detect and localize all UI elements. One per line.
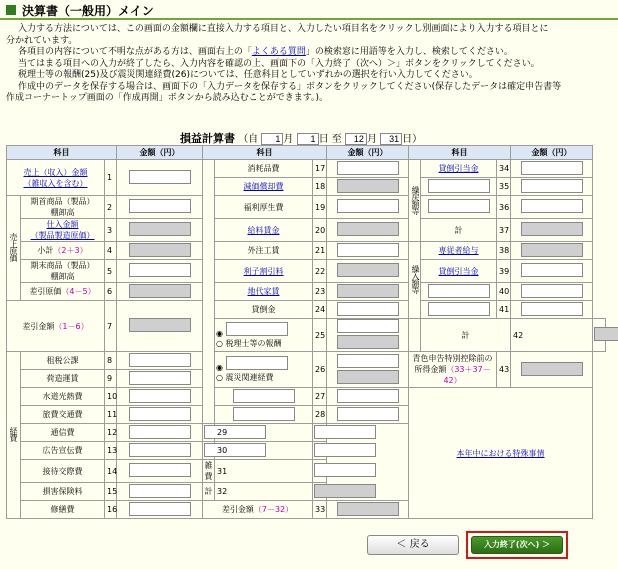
shipping-input[interactable] [129,371,191,385]
blank-label [203,424,215,442]
page-header [0,0,618,20]
amount-cell [117,160,203,196]
day-label: 日） [402,134,423,145]
amount-cell [511,283,593,301]
group-label: 売上原価 [9,233,18,261]
opening-stock-sub: 棚卸高 [50,208,75,217]
amount-cell [511,178,593,196]
gross-label: 差引金額 [22,321,55,331]
opening-stock-input[interactable] [129,199,191,213]
amount-input[interactable] [521,302,583,316]
row-number: 8 [105,352,117,370]
row-number: 4 [105,242,117,260]
custom-label-input[interactable] [428,179,490,193]
amount-cell [117,460,203,483]
blank-label [421,178,497,196]
depreciation-label[interactable]: 減価償却費 [243,182,284,191]
consumables-input[interactable] [337,161,399,175]
intro-line: 作成中のデータを保存する場合は、画面下の「入力データを保存する」ボタンをクリックしてください(保存したデータは確定申告書等 [18,81,562,92]
amount-cell [327,219,409,242]
insurance-label: 損害保険料 [21,483,105,501]
from-month-input[interactable] [261,133,283,145]
amount-cell [117,388,203,406]
opening-stock-label: 期首商品（製品） [30,197,95,206]
intro-line: 分かれています。 [6,35,78,46]
blank-label [421,283,497,301]
row-number: 9 [105,370,117,388]
amount-cell [117,442,203,460]
intro-text-part: 」の検索窓に用語等を入力し、検索してください。 [305,47,513,57]
custom-label-input[interactable] [428,284,490,298]
amount-cell [593,319,606,352]
communication-label: 通信費 [21,424,105,442]
outsource-input[interactable] [337,243,399,257]
amount-cell [511,260,593,283]
consumables-label: 消耗品費 [215,160,313,178]
allowance-label[interactable]: 貸倒引当金 [438,164,479,173]
blue-value [521,362,583,376]
rent-input [337,284,399,298]
row-number: 42 [511,319,593,352]
amount-cell [511,219,593,242]
formula: （1－6） [54,321,89,331]
amount-cell [117,283,203,301]
travel-input[interactable] [129,407,191,421]
from-day-input[interactable] [297,133,319,145]
disaster-label: 震災関連経費 [225,373,274,382]
entertainment-label: 接待交際費 [21,460,105,483]
kuri-group [409,160,421,242]
subtotal-label: 計 [421,219,497,242]
subtotal-cell [21,242,105,260]
to-day-input[interactable] [380,133,402,145]
outsource-label: 外注工賃 [215,242,313,260]
advertising-input[interactable] [129,443,191,457]
row-number: 25 [313,319,327,352]
keihi-group [203,160,215,424]
row-number: 37 [497,219,511,242]
amount-input[interactable] [337,319,399,333]
rent-cell[interactable] [215,283,313,301]
amount-cell [327,501,409,519]
depreciation-input [337,179,399,193]
row-number: 5 [105,260,117,283]
row-number: 16 [105,501,117,519]
row-number: 22 [313,260,327,283]
next-button-highlight [466,531,568,559]
amount-cell [313,483,327,501]
repair-input[interactable] [129,502,191,516]
purchase-label[interactable]: 仕入金額 [46,220,79,229]
amount-input[interactable] [521,179,583,193]
intro-line [6,47,612,59]
to-month-input[interactable] [345,133,367,145]
amount-cell [313,442,327,460]
header-square-icon [6,5,16,15]
intro-line: 税理士等の報酬(25)及び震災関連経費(26)については、任意科目としていずれかの選択を行い入力してください。 [18,70,478,80]
row-number: 3 [105,219,117,242]
row-number: 29 [215,424,313,442]
row-number: 34 [497,160,511,178]
bad-debt-label: 貸倒金 [215,301,313,319]
row-number: 17 [313,160,327,178]
salary-cell[interactable] [215,219,313,242]
kuri-group2 [409,242,421,319]
col-header-amount: 金額（円） [117,146,203,160]
income-statement-table [6,145,606,519]
interest-input [337,263,399,277]
amount-cell [313,460,327,483]
intro-text-part: 各項目の内容について不明な点がある方は、画面右上の「 [18,47,252,57]
allowance-link-cell[interactable] [421,160,497,178]
gross-cell [7,301,105,352]
interest-label[interactable]: 利子割引料 [243,266,284,276]
amount-input[interactable] [314,425,376,439]
row-number: 32 [215,483,313,501]
cost-value [129,284,191,298]
special-circumstances-link[interactable]: 本年中における特殊事情 [456,448,545,458]
amount-cell [327,260,409,283]
formula: （7－32） [253,505,294,514]
statement-title: 損益計算書 [180,132,235,145]
net-label: 差引金額 [221,505,254,514]
row-number: 33 [313,501,327,519]
amount-cell [117,424,203,442]
col-header-amount: 金額（円） [511,146,593,160]
utilities-label: 水道光熱費 [21,388,105,406]
amount-cell [117,260,203,283]
row-number: 26 [313,352,327,388]
row-number: 18 [313,178,327,196]
custom-label-input[interactable] [226,322,288,336]
group-label: 繰戻額等 [411,185,421,214]
row-number: 12 [105,424,117,442]
amount-cell [313,424,327,442]
bad-debt-input[interactable] [337,302,399,316]
period-to: 至 [331,134,342,145]
group-label: 経費 [9,427,18,441]
repair-label: 修繕費 [21,501,105,519]
rent-label[interactable]: 地代家賃 [247,287,280,296]
allowance2-cell[interactable] [421,260,497,283]
blank-label [203,442,215,460]
amount-cell [327,178,409,196]
custom-label-input[interactable] [233,407,295,421]
closing-stock-label: 期末商品（製品） [30,261,95,270]
amount-cell [117,301,203,352]
group-label: 繰入額等 [411,265,421,293]
row-number: 28 [313,406,327,424]
intro-line: 入力する方法については、この画面の金額欄に直接入力する項目と、入力したい項目名をクリックし別画面により入力する項目とに [18,24,549,34]
amount-cell [327,160,409,178]
salary-input [337,222,399,236]
blank-label [421,196,497,219]
row-number: 31 [215,460,313,483]
blank-label [421,301,497,319]
amount-input[interactable] [337,407,399,421]
closing-stock-input[interactable] [129,263,191,277]
amount-input[interactable] [521,199,583,213]
amount-cell [117,242,203,260]
custom-label-input[interactable] [233,389,295,403]
amount-input[interactable] [521,284,583,298]
amount-cell [117,219,203,242]
row-number: 27 [313,388,327,406]
intro-text [6,24,612,105]
custom-label-input[interactable] [428,302,490,316]
misc-input[interactable] [314,463,376,477]
amount-input[interactable] [314,443,376,457]
amount-cell [327,352,409,388]
entertainment-input[interactable] [129,463,191,477]
subtotal-input [521,222,583,236]
allowance2-label[interactable]: 貸倒引当金 [438,266,479,276]
amount-cell [117,196,203,219]
communication-input[interactable] [129,425,191,439]
amount-cell [117,483,203,501]
blue-deduction-cell [409,352,497,388]
row-number: 11 [105,406,117,424]
amount-cell [117,352,203,370]
amount-cell [511,242,593,260]
row-number: 36 [497,196,511,219]
amount-cell [327,388,409,406]
subtotal-value [129,243,191,257]
advertising-label: 広告宣伝費 [21,442,105,460]
row-number: 39 [497,260,511,283]
sales-sub[interactable]: （雑収入を含む） [23,178,88,188]
amount-disabled [337,335,399,349]
row-number: 15 [105,483,117,501]
row-number: 41 [497,301,511,319]
expense-group [7,352,21,519]
allowance-input[interactable] [521,161,583,175]
amount-cell [117,501,203,519]
col-header-item: 科目 [203,146,327,160]
finish-next-button[interactable]: 入力終了(次へ) ＞ [471,536,563,554]
blank-label [215,406,313,424]
amount-input[interactable] [337,354,399,368]
purchase-sub[interactable]: （製品製造原価） [30,231,95,240]
blue-sub: 所得金額 [414,365,447,374]
net-cell [203,501,313,519]
amount-cell [117,406,203,424]
welfare-input[interactable] [337,199,399,213]
amount-disabled [337,370,399,384]
page-title: 決算書（一般用）メイン [22,4,154,18]
amount-cell [511,160,593,178]
expense-total-label: 計 [203,483,215,501]
closing-stock-sub: 棚卸高 [50,272,75,281]
opening-stock [21,196,105,219]
amount-cell [511,352,593,388]
amount-cell [327,242,409,260]
row-number: 23 [313,283,327,301]
tax-input[interactable] [129,353,191,367]
row-number: 19 [313,196,327,219]
amount-cell [327,319,409,352]
misc-label: 雑費 [204,461,213,481]
amount-cell [511,301,593,319]
blank-label [215,388,313,406]
purchase-input [129,222,191,236]
employee-salary-label[interactable]: 専従者給与 [438,246,479,255]
row-number: 21 [313,242,327,260]
employee-salary-input [521,243,583,257]
formula: （33＋37－42） [443,365,491,385]
welfare-label: 福利厚生費 [215,196,313,219]
depreciation-cell[interactable] [215,178,313,196]
row-number: 6 [105,283,117,301]
option-25[interactable]: ◉ ○ 税理士等の報酬 [215,319,313,352]
sales-link[interactable] [7,160,105,196]
row-number: 20 [313,219,327,242]
expense-total [314,484,376,498]
amount-input[interactable] [337,389,399,403]
formula: （4－5） [61,287,96,296]
subtotal-label: 小計 [37,246,54,255]
total-label: 計 [421,319,511,352]
blue-label: 青色申告特別控除前の [412,354,493,363]
day-label: 日 [318,134,329,145]
row-number: 2 [105,196,117,219]
purchase-link[interactable] [21,219,105,242]
cost-label: 差引原価 [29,287,62,296]
salary-label[interactable]: 給料賃金 [247,225,280,235]
travel-label: 旅費交通費 [21,406,105,424]
option-26[interactable]: ◉ ○ 震災関連経費 [215,352,313,388]
custom-label-input[interactable] [204,425,266,439]
tax-advisor-label: 税理士等の報酬 [225,338,282,348]
row-number: 35 [497,178,511,196]
row-number: 30 [215,442,313,460]
month-label: 月 [366,134,377,145]
row-number: 24 [313,301,327,319]
insurance-input[interactable] [129,484,191,498]
amount-cell [327,196,409,219]
custom-label-input[interactable] [226,356,288,370]
sales-input[interactable] [129,170,191,184]
shipping-label: 荷造運賃 [21,370,105,388]
sales-label[interactable]: 売上（収入）金額 [23,167,88,177]
row-number: 14 [105,460,117,483]
period-open: （自 [238,134,259,145]
custom-label-input[interactable] [204,443,266,457]
employee-salary-cell[interactable] [421,242,497,260]
tax-label: 租税公課 [21,352,105,370]
amount-cell [327,406,409,424]
amount-cell [117,370,203,388]
amount-cell [327,283,409,301]
row-number: 10 [105,388,117,406]
interest-cell[interactable] [215,260,313,283]
custom-label-input[interactable] [428,199,490,213]
faq-link[interactable]: よくある質問 [251,47,306,57]
amount-cell [327,301,409,319]
gross-value [129,318,191,332]
col-header-amount: 金額（円） [327,146,409,160]
special-cell [409,388,593,519]
period-row [180,130,422,146]
uriage-group [7,196,21,301]
row-number: 1 [105,160,117,196]
row-number: 40 [497,283,511,301]
closing-stock [21,260,105,283]
amount-cell [511,196,593,219]
intro-line: 作成コーナートップ画面の「作成再開」ボタンから読み込むことができます。)。 [6,93,329,103]
month-label: 月 [283,134,294,145]
row-number: 7 [105,301,117,352]
total-value [594,327,618,341]
intro-line: 当てはまる項目への入力が終了したら、入力内容を確認の上、画面下の「入力終了（次へ）＞」ボタンをクリックしてください。 [18,58,540,69]
row-number: 43 [497,352,511,388]
col-header-item: 科目 [409,146,511,160]
back-button[interactable]: ＜ 戻る [367,535,459,555]
row-number: 38 [497,242,511,260]
utilities-input[interactable] [129,389,191,403]
formula: （2＋3） [53,246,88,255]
net-value [337,502,399,516]
col-header-item: 科目 [7,146,117,160]
cost-cell [21,283,105,301]
allowance2-input[interactable] [521,263,583,277]
row-number: 13 [105,442,117,460]
